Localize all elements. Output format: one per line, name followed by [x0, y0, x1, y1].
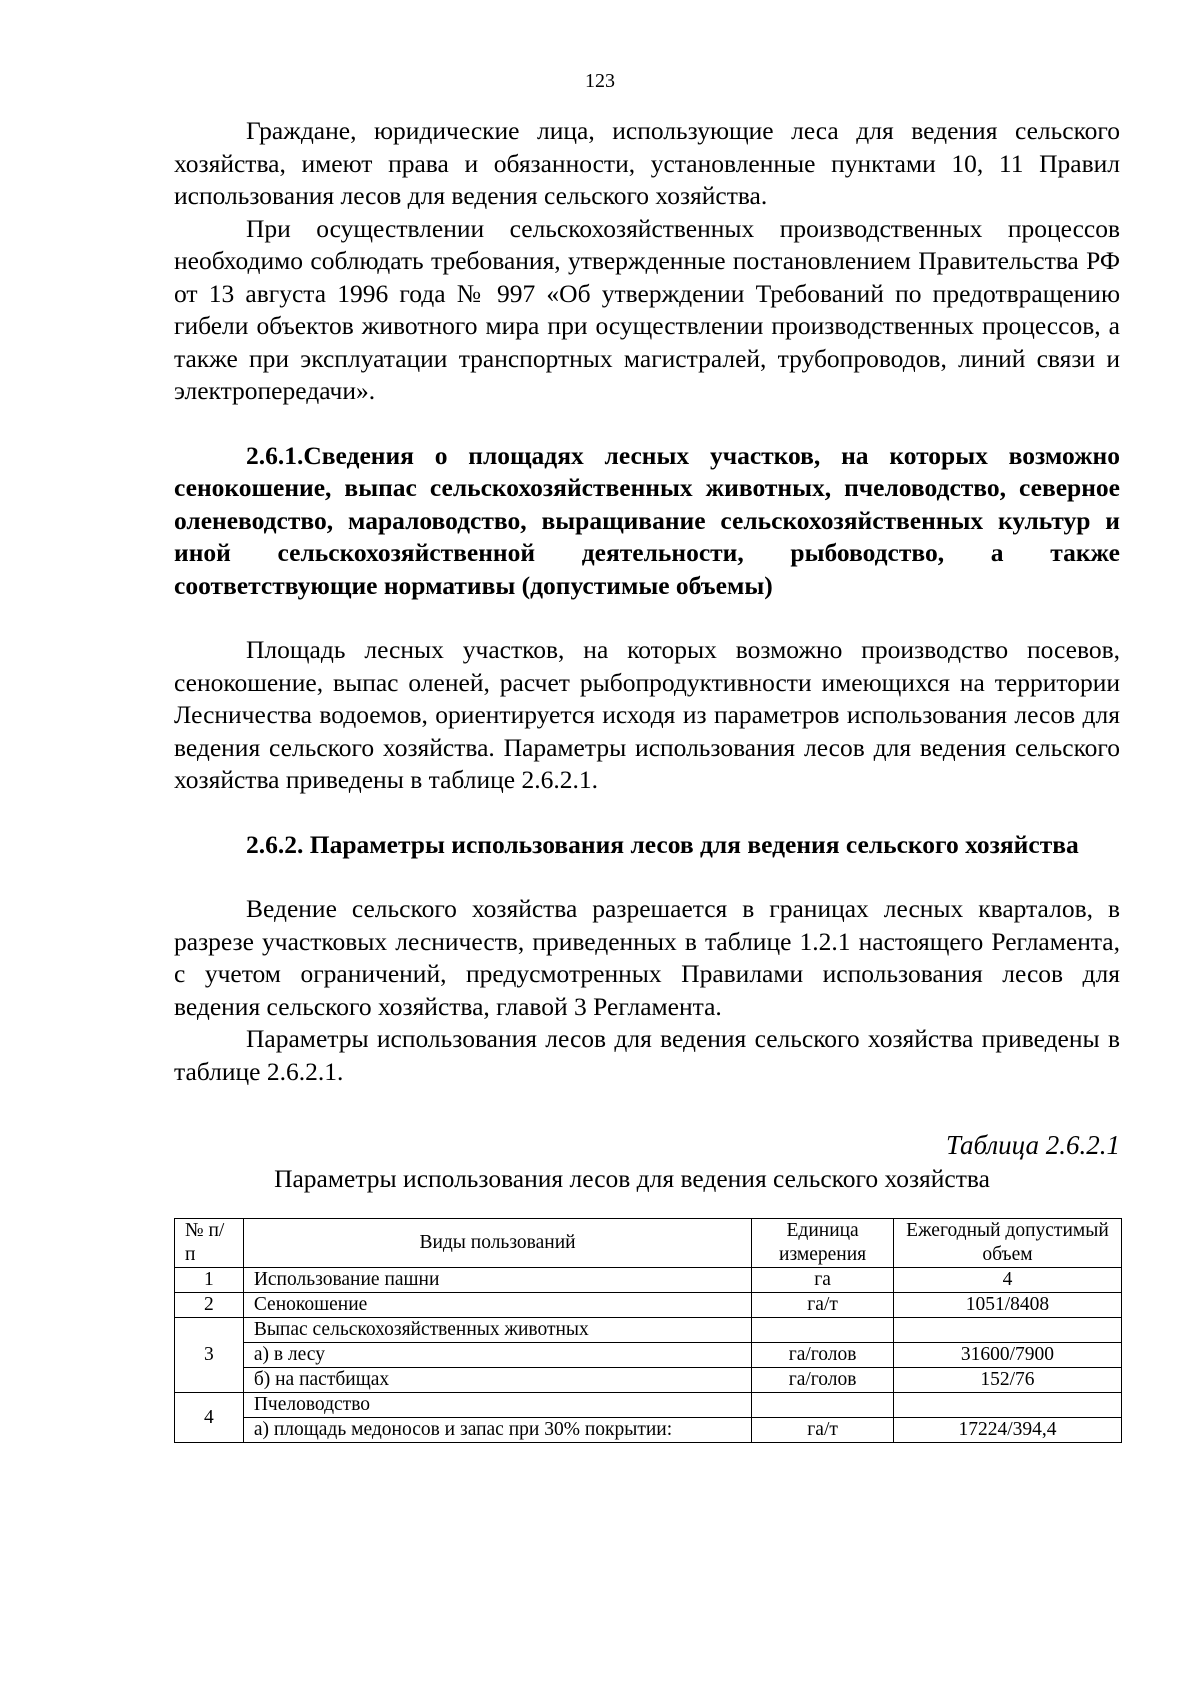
cell-unit: га/голов [752, 1343, 894, 1368]
table-row [175, 1318, 1122, 1343]
cell-volume: 4 [893, 1268, 1121, 1293]
parameters-table [174, 1218, 1122, 1443]
table-subrow [175, 1418, 1122, 1443]
header-unit: Единица измерения [752, 1219, 894, 1268]
cell-unit: га/т [752, 1418, 894, 1443]
cell-unit: га/т [752, 1293, 894, 1318]
paragraph-rights: Граждане, юридические лица, использующие леса для ведения сельского хозяйства, имеют права и обязанности, установленные пунктами 10, 11 Правил использования лесов для ведения сельского хозяйства. [174, 116, 1120, 210]
cell-kind: Сенокошение [243, 1293, 751, 1318]
table-subrow [175, 1368, 1122, 1393]
page-number: 123 [585, 70, 615, 92]
cell-volume [893, 1393, 1121, 1418]
paragraph-area: Площадь лесных участков, на которых возможно производство посевов, сенокошение, выпас оленей, расчет рыбопродуктивности имеющихся на территории Лесничества водоемов, ориентируется исходя из параметров использования лесов для ведения сельского хозяйства. Параметры использования лесов для ведения сельского хозяйства приведены в таблице 2.6.2.1. [174, 635, 1120, 794]
cell-num: 2 [175, 1293, 244, 1318]
paragraph-requirements: При осуществлении сельскохозяйственных производственных процессов необходимо соблюдать требования, утвержденные постановлением Правительства РФ от 13 августа 1996 года № 997 «Об утверждении Требований по предотвращению гибели объектов животного мира при осуществлении производственных процессов, а также при эксплуатации транспортных магистралей, трубопроводов, линий связи и электропередачи». [174, 213, 1120, 405]
cell-unit: га/голов [752, 1368, 894, 1393]
cell-volume: 17224/394,4 [893, 1418, 1121, 1443]
header-volume: Ежегодный допустимый объем [893, 1219, 1121, 1268]
cell-kind: Использование пашни [243, 1268, 751, 1293]
section-heading-2-6-2: 2.6.2. Параметры использования лесов для ведения сельского хозяйства [246, 829, 1079, 859]
cell-num: 3 [175, 1318, 244, 1393]
table-row [175, 1268, 1122, 1293]
paragraph-parameters: Параметры использования лесов для ведения сельского хозяйства приведены в таблице 2.6.2.1. [174, 1024, 1120, 1086]
cell-kind: а) в лесу [243, 1343, 751, 1368]
cell-kind: б) на пастбищах [243, 1368, 751, 1393]
cell-unit [752, 1393, 894, 1418]
cell-num: 4 [175, 1393, 244, 1443]
cell-volume: 31600/7900 [893, 1343, 1121, 1368]
header-kind: Виды пользований [243, 1219, 751, 1268]
cell-kind: Выпас сельскохозяйственных животных [243, 1318, 751, 1343]
table-subrow [175, 1343, 1122, 1368]
cell-volume: 152/76 [893, 1368, 1121, 1393]
table-row [175, 1393, 1122, 1418]
cell-unit [752, 1318, 894, 1343]
header-num: № п/п [175, 1219, 244, 1268]
document-body [174, 115, 1120, 1443]
table-header-row [175, 1219, 1122, 1268]
table-title: Параметры использования лесов для ведения сельского хозяйства [274, 1164, 990, 1193]
table-caption: Таблица 2.6.2.1 [945, 1130, 1120, 1160]
cell-volume: 1051/8408 [893, 1293, 1121, 1318]
cell-volume [893, 1318, 1121, 1343]
cell-unit: га [752, 1268, 894, 1293]
paragraph-boundaries: Ведение сельского хозяйства разрешается в границах лесных кварталов, в разрезе участковых лесничеств, приведенных в таблице 1.2.1 настоящего Регламента, с учетом ограничений, предусмотренных Правилами использования лесов для ведения сельского хозяйства, главой 3 Регламента. [174, 894, 1120, 1021]
section-heading-2-6-1: 2.6.1.Сведения о площадях лесных участков, на которых возможно сенокошение, выпас сельскохозяйственных животных, пчеловодство, северное оленеводство, мараловодство, выращивание сельскохозяйственных культур и иной сельскохозяйственной деятельности, рыбоводство, а также соответствующие нормативы (допустимые объемы) [174, 440, 1120, 600]
cell-kind: а) площадь медоносов и запас при 30% покрытии: [243, 1418, 751, 1443]
cell-kind: Пчеловодство [243, 1393, 751, 1418]
cell-num: 1 [175, 1268, 244, 1293]
table-row [175, 1293, 1122, 1318]
